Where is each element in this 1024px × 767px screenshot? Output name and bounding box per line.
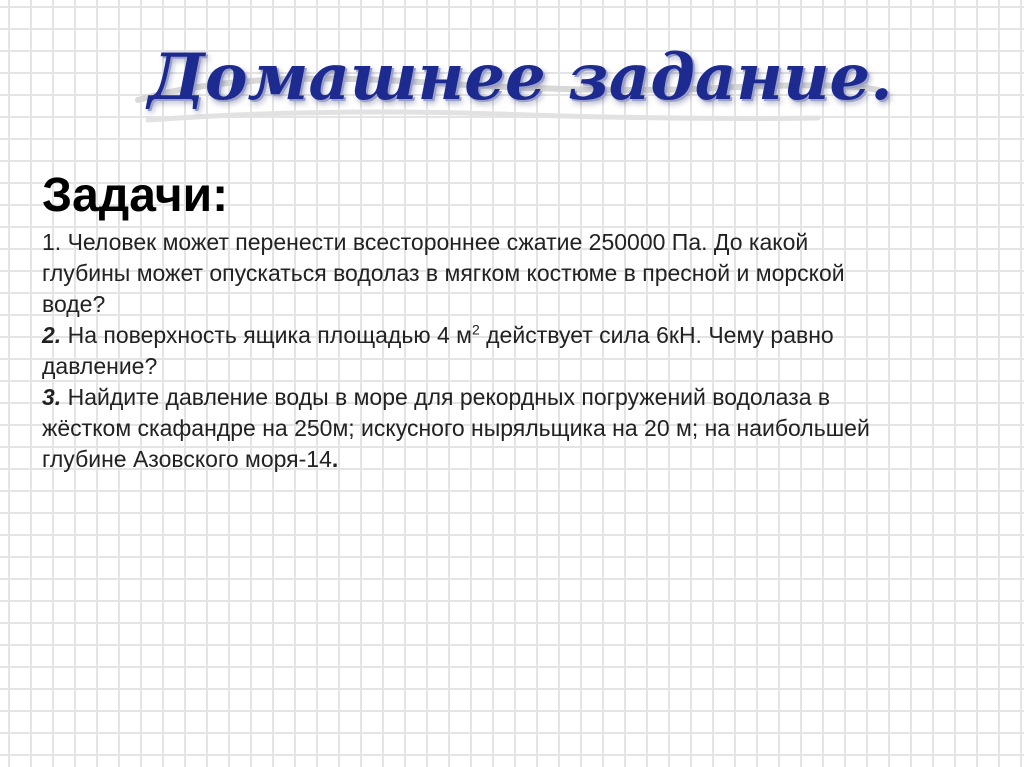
- task-number: 1.: [42, 229, 62, 255]
- task-2: [42, 320, 902, 382]
- page-title: Домашнее задание.: [148, 40, 893, 115]
- task-text: Найдите давление воды в море для рекордных погружений водолаза в жёстком скафандре на 250м; искусного ныряльщика на 20 м; на наибольшей глубине Азовского моря-14: [42, 384, 870, 472]
- task-superscript: 2: [471, 321, 480, 338]
- task-number: 3.: [42, 384, 62, 410]
- task-3: [42, 382, 902, 475]
- content-area: [42, 165, 902, 475]
- section-heading: Задачи:: [42, 169, 229, 222]
- task-text: На поверхность ящика площадью 4 м: [61, 322, 472, 348]
- task-text: Человек может перенести всестороннее сжатие 250000 Па. До какой глубины может опускаться водолаз в мягком костюме в пресной и морской воде?: [42, 229, 845, 317]
- task-end-mark: .: [331, 446, 339, 472]
- task-1: [42, 227, 902, 320]
- title-area: [118, 30, 898, 140]
- task-text-continued: действует сила 6кН. Чему равно давление?: [42, 322, 834, 379]
- task-number: 2.: [42, 322, 62, 348]
